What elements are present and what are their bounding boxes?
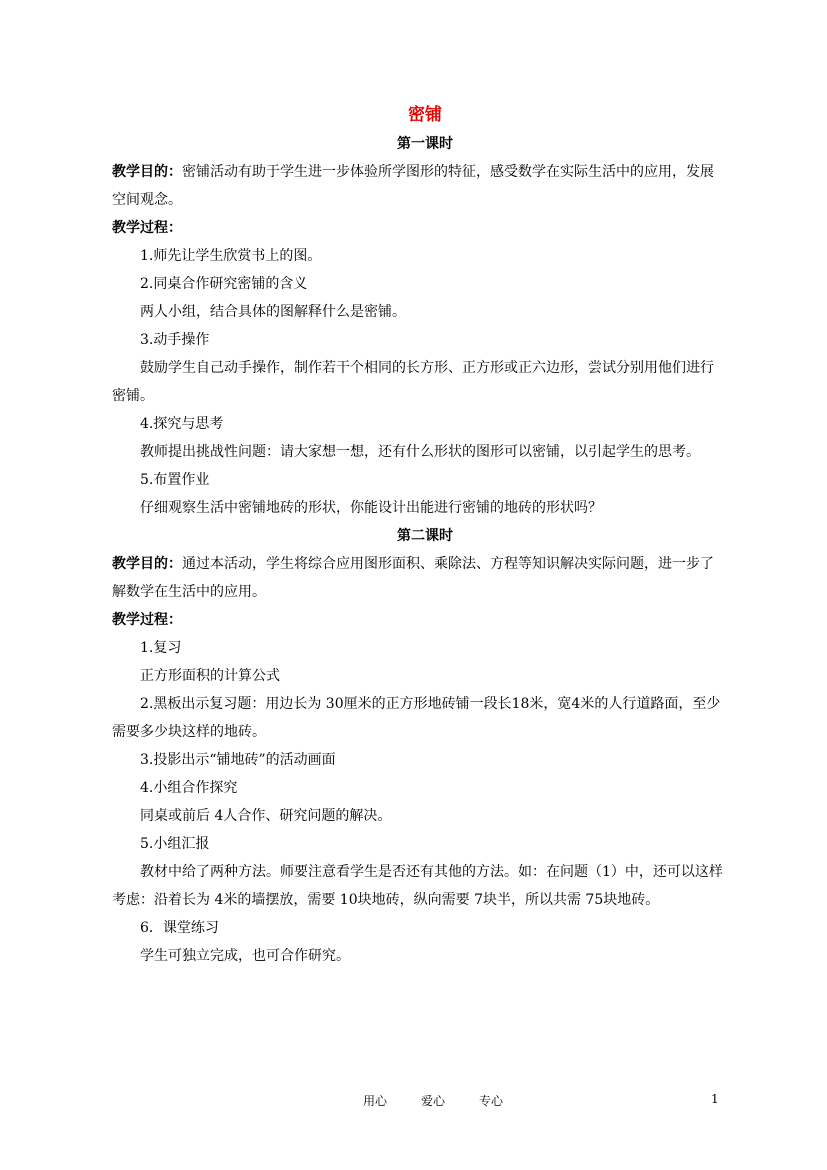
lesson2-goal-text: 通过本活动，学生将综合应用图形面积、乘除法、方程等知识解决实际问题，进一步了解数学在生活中的应用。 xyxy=(112,556,714,600)
lesson2-step: 6．课堂练习 xyxy=(140,920,219,936)
footer-word: 爱心 xyxy=(421,1094,446,1108)
lesson1-step: 5.布置作业 xyxy=(140,472,210,488)
lesson2-step: 5.小组汇报 xyxy=(140,836,210,852)
lesson1-step: 仔细观察生活中密铺地砖的形状，你能设计出能进行密铺的地砖的形状吗？ xyxy=(140,500,602,516)
lesson2-step: 同桌或前后 4人合作、研究问题的解决。 xyxy=(140,808,392,824)
lesson2-step: 学生可独立完成，也可合作研究。 xyxy=(140,948,350,964)
lesson2-goal xyxy=(112,550,724,606)
lesson1-step: 3.动手操作 xyxy=(140,332,210,348)
lesson2-heading: 第二课时 xyxy=(397,528,453,544)
document-body xyxy=(112,100,724,970)
lesson1-goal-text: 密铺活动有助于学生进一步体验所学图形的特征，感受数学在实际生活中的应用，发展空间观念。 xyxy=(112,164,714,208)
lesson1-step: 2.同桌合作研究密铺的含义 xyxy=(140,276,308,292)
lesson1-goal xyxy=(112,158,724,214)
lesson1-heading: 第一课时 xyxy=(397,136,453,152)
page-footer xyxy=(0,1092,827,1112)
lesson1-step: 教师提出挑战性问题：请大家想一想，还有什么形状的图形可以密铺，以引起学生的思考。 xyxy=(140,444,700,460)
lesson2-step: 4.小组合作探究 xyxy=(140,780,238,796)
footer-word: 用心 xyxy=(363,1094,388,1108)
page-number: 1 xyxy=(711,1092,719,1106)
lesson2-process-label: 教学过程： xyxy=(112,612,182,628)
footer-word: 专心 xyxy=(479,1094,504,1108)
lesson2-step: 教材中给了两种方法。师要注意看学生是否还有其他的方法。如：在问题（1）中，还可以这样考虑：沿着长为 4米的墙摆放，需要 10块地砖，纵向需要 7块半，所以共需 75块地砖。 xyxy=(112,864,723,908)
lesson1-goal-label: 教学目的： xyxy=(112,164,182,180)
lesson1-step: 1.师先让学生欣赏书上的图。 xyxy=(140,248,322,264)
lesson2-step: 1.复习 xyxy=(140,640,182,656)
lesson1-step: 鼓励学生自己动手操作，制作若干个相同的长方形、正方形或正六边形，尝试分别用他们进行密铺。 xyxy=(112,360,714,404)
lesson2-goal-label: 教学目的： xyxy=(112,556,182,572)
footer-motto xyxy=(363,1092,537,1109)
lesson2-step: 2.黑板出示复习题：用边长为 30厘米的正方形地砖铺一段长18米，宽4米的人行道路面，至少需要多少块这样的地砖。 xyxy=(112,696,721,740)
lesson1-process-label: 教学过程： xyxy=(112,220,182,236)
lesson2-step: 正方形面积的计算公式 xyxy=(140,668,280,684)
lesson1-step: 两人小组，结合具体的图解释什么是密铺。 xyxy=(140,304,406,320)
lesson1-step: 4.探究与思考 xyxy=(140,416,224,432)
document-title: 密铺 xyxy=(408,105,442,125)
lesson2-step: 3.投影出示“铺地砖”的活动画面 xyxy=(140,752,336,768)
